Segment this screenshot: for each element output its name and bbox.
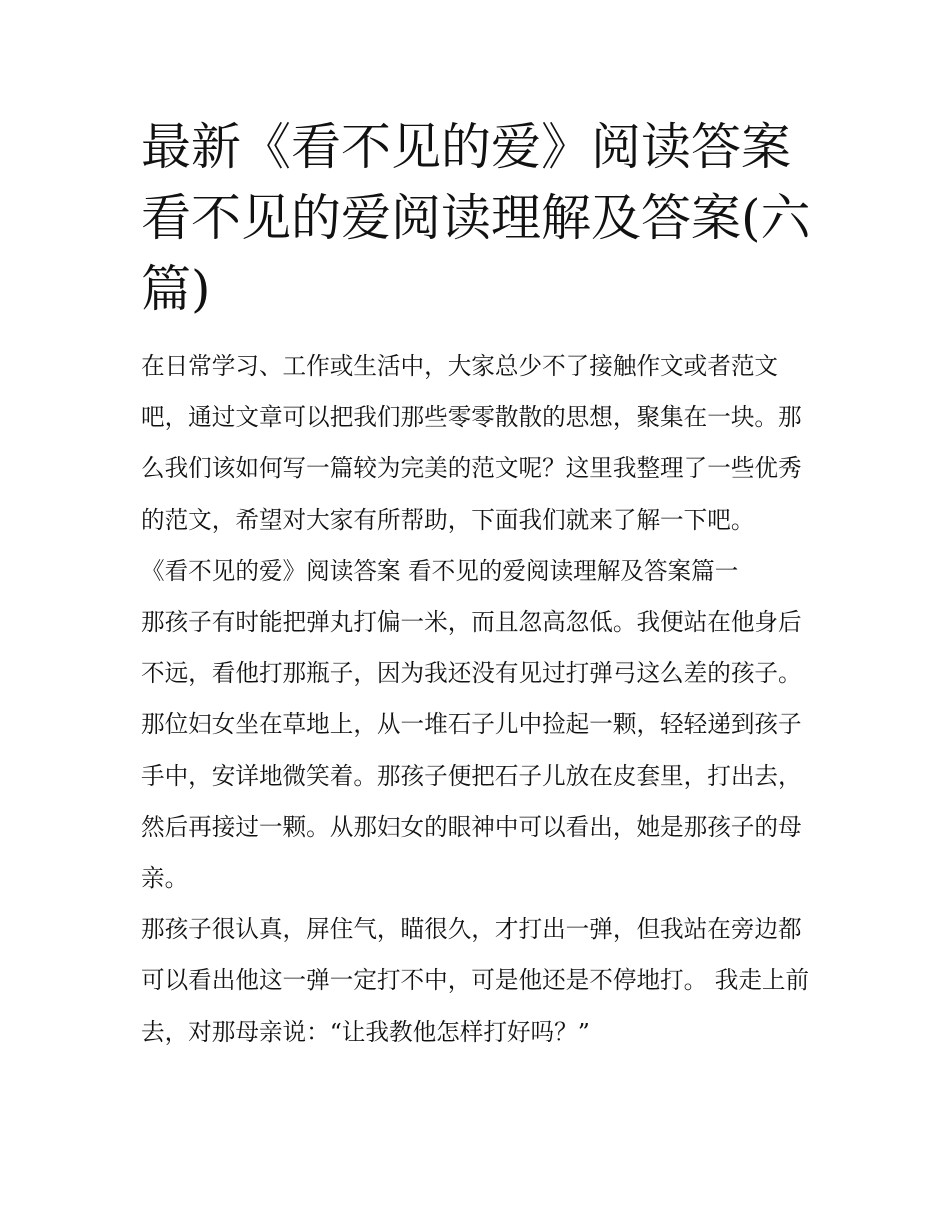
section-heading: 《看不见的爱》阅读答案 看不见的爱阅读理解及答案篇一 (141, 556, 739, 585)
document-page (141, 112, 816, 1058)
body-paragraph-2: 那孩子很认真，屏住气，瞄很久，才打出一弹，但我站在旁边都可以看出他这一弹一定打不中，可是他还是不停地打。 我走上前去，对那母亲说：“让我教他怎样打好吗？” (141, 915, 810, 1046)
intro-paragraph: 在日常学习、工作或生活中，大家总少不了接触作文或者范文吧，通过文章可以把我们那些零零散散的思想，聚集在一块。那么我们该如何写一篇较为完美的范文呢？这里我整理了一些优秀的范文，希望对大家有所帮助，下面我们就来了解一下吧。 (141, 352, 802, 534)
document-title: 最新《看不见的爱》阅读答案 看不见的爱阅读理解及答案(六篇) (141, 118, 811, 318)
body-paragraph-1: 那孩子有时能把弹丸打偏一米，而且忽高忽低。我便站在他身后不远，看他打那瓶子，因为我还没有见过打弹弓这么差的孩子。那位妇女坐在草地上，从一堆石子儿中捡起一颗，轻轻递到孩子手中，安详地微笑着。那孩子便把石子儿放在皮套里，打出去，然后再接过一颗。从那妇女的眼神中可以看出，她是那孩子的母亲。 (141, 608, 802, 893)
